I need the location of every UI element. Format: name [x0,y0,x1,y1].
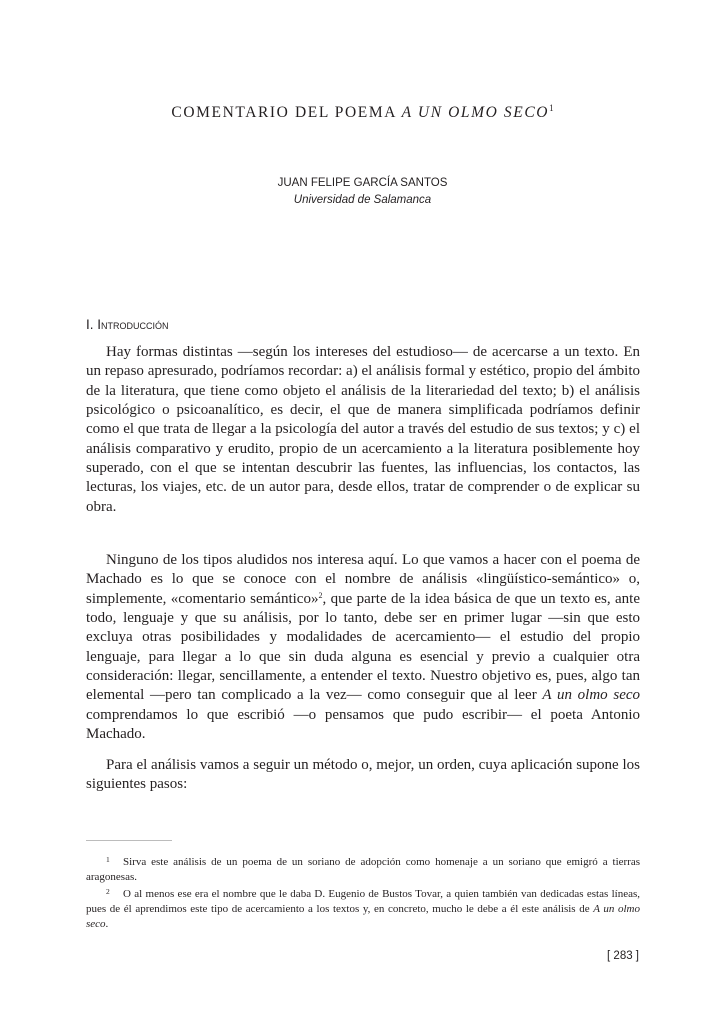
section-heading [86,317,169,332]
footnote-1-number: 1 [106,855,110,864]
footnote-ref-2[interactable]: 2 [318,590,323,600]
footnote-1-text: Sirva este análisis de un poema de un soriano de adopción como homenaje a un soriano que emigró a tierras aragonesas. [86,856,640,883]
title-footnote-ref[interactable]: 1 [549,103,554,113]
author-affiliation: Universidad de Salamanca [293,194,432,206]
footnote-2-text: O al menos ese era el nombre que le daba D. Eugenio de Bustos Tovar, a quien también van dedicadas estas líneas, pues de él aprendimos este tipo de acercamiento a los textos y, en concreto, mucho le debe a él este análisis de [86,888,640,915]
paragraph-2-part-c: comprendamos lo que escribió —o pensamos que pudo escribir— el poeta Antonio Machado. [86,706,640,743]
footnote-2-end: . [105,918,109,930]
title-prefix: COMENTARIO DEL POEMA [171,104,402,121]
poem-title-inline: A un olmo seco [542,687,641,704]
paragraph-3: Para el análisis vamos a seguir un método o, mejor, un orden, cuya aplicación supone los siguientes pasos: [86,757,640,793]
footnote-divider [86,840,172,841]
section-number: I. [86,317,98,332]
footnote-1 [86,852,640,885]
paragraph-1: Hay formas distintas —según los intereses del estudioso— de acercarse a un texto. En un repaso apresurado, podríamos recordar: a) el análisis formal y estético, propio del ámbito de la literatura, que tiene como objeto el análisis de la literariedad del texto; b) el análisis psicológico o psicoanalítico, es decir, el que de manera simplificada podríamos definir como el que trata de llegar a la psicología del autor a través del estudio de sus textos; y c) el análisis comparativo y erudito, propio de un acercamiento a la literatura posiblemente hoy superado, con el que se intentan descubrir las fuentes, las influencias, los contactos, las lecturas, los viajes, etc. de un autor para, desde ellos, tratar de comprender o de explicar su obra. [86,344,640,515]
paragraph-2-part-b: , que parte de la idea básica de que un texto es, ante todo, lenguaje y que su análisis, por lo tanto, debe ser en primer lugar —sin que esto excluya otras posibilidades y modalidades de acercamiento— el estudio del propio lenguaje, para llegar a lo que sin duda alguna es esencial y previo a cualquier otra consideración: llegar, sencillamente, a entender el texto. Nuestro objetivo es, pues, algo tan elemental —pero tan complicado a la vez— como conseguir que al leer [86,590,640,704]
paragraph-2-part-a: Ninguno de los tipos aludidos nos interesa aquí. Lo que vamos a hacer con el poema de Machado es lo que se conoce con el nombre de análisis «lingüístico-semántico» o, simplemente, «comentario semántico» [86,552,640,607]
footnote-2 [86,884,640,932]
article-title [0,103,725,122]
author-name: JUAN FELIPE GARCÍA SANTOS [277,177,448,189]
paragraph-2 [86,551,640,744]
section-title: Introducción [97,317,169,332]
footnote-2-number: 2 [106,887,110,896]
title-poem-name: A UN OLMO SECO [401,104,550,121]
page-number: [ 283 ] [607,950,639,962]
footnote-2-poem-title: A un olmo seco [86,903,640,930]
